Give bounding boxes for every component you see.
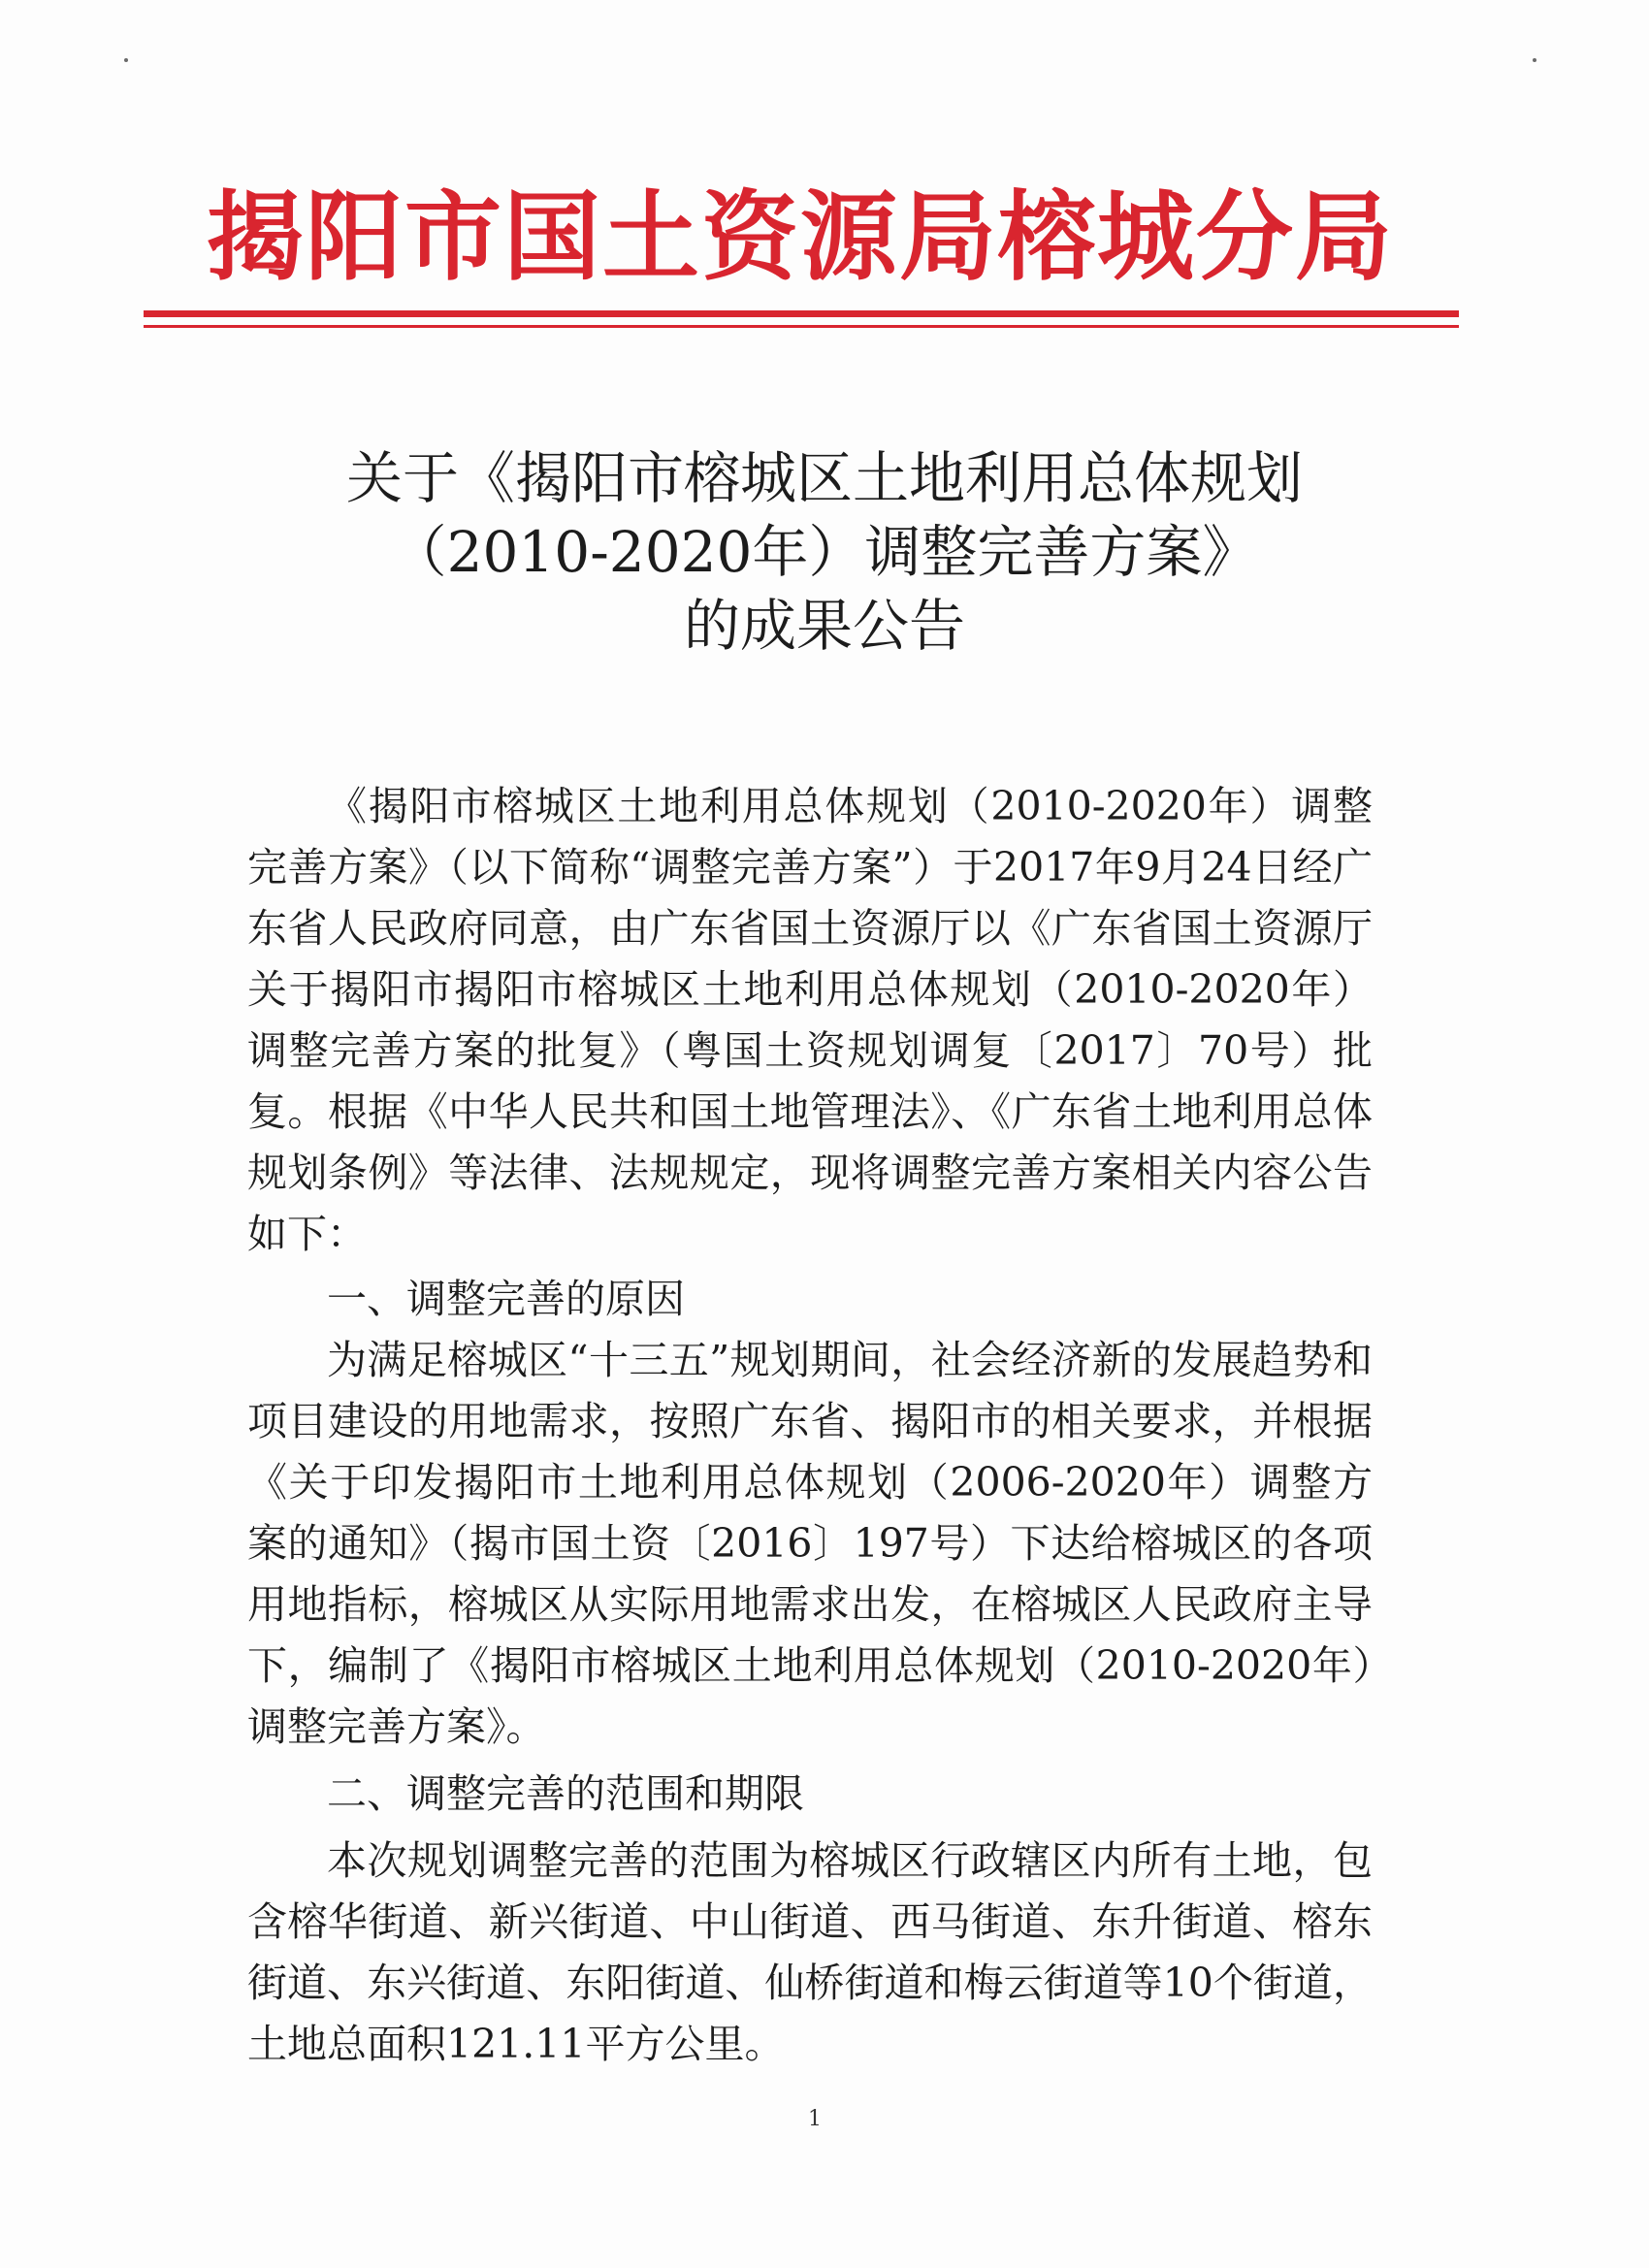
document-body [247, 776, 1373, 2075]
letterhead-org-name: 揭阳市国土资源局榕城分局 [207, 180, 1394, 294]
section-1-paragraph: 为满足榕城区“十三五”规划期间，社会经济新的发展趋势和项目建设的用地需求，按照广东省、揭阳市的相关要求，并根据《关于印发揭阳市土地利用总体规划（2006-2020年）调整方案的通知》（揭市国土资〔2016〕197号）下达给榕城区的各项用地指标，榕城区从实际用地需求出发，在榕城区人民政府主导下，编制了《揭阳市榕城区土地利用总体规划（2010-2020年）调整完善方案》。 [247, 1337, 1373, 1750]
letterhead-red-rule-thin [144, 325, 1459, 328]
section-2-heading: 二、调整完善的范围和期限 [327, 1770, 804, 1817]
scan-speck [124, 58, 128, 62]
scan-speck [1533, 58, 1536, 62]
section-2-paragraph: 本次规划调整完善的范围为榕城区行政辖区内所有土地，包含榕华街道、新兴街道、中山街道、西马街道、东升街道、榕东街道、东兴街道、东阳街道、仙桥街道和梅云街道等10个街道，土地总面积121.11平方公里。 [247, 1837, 1373, 2067]
page-number: 1 [808, 2107, 822, 2131]
section-1-heading: 一、调整完善的原因 [327, 1276, 685, 1322]
document-title [146, 441, 1504, 663]
title-line-2: （2010-2020年）调整完善方案》 [390, 519, 1259, 585]
letterhead-red-rule-thick [144, 310, 1459, 317]
intro-paragraph: 《揭阳市榕城区土地利用总体规划（2010-2020年）调整完善方案》（以下简称“调整完善方案”）于2017年9月24日经广东省人民政府同意，由广东省国土资源厅以《广东省国土资源厅关于揭阳市揭阳市榕城区土地利用总体规划（2010-2020年）调整完善方案的批复》（粤国土资规划调复〔2017〕70号）批复。根据《中华人民共和国土地管理法》、《广东省土地利用总体规划条例》等法律、法规规定，现将调整完善方案相关内容公告如下： [247, 783, 1373, 1257]
title-line-1: 关于《揭阳市榕城区土地利用总体规划 [345, 445, 1303, 511]
title-line-3: 的成果公告 [683, 593, 965, 659]
